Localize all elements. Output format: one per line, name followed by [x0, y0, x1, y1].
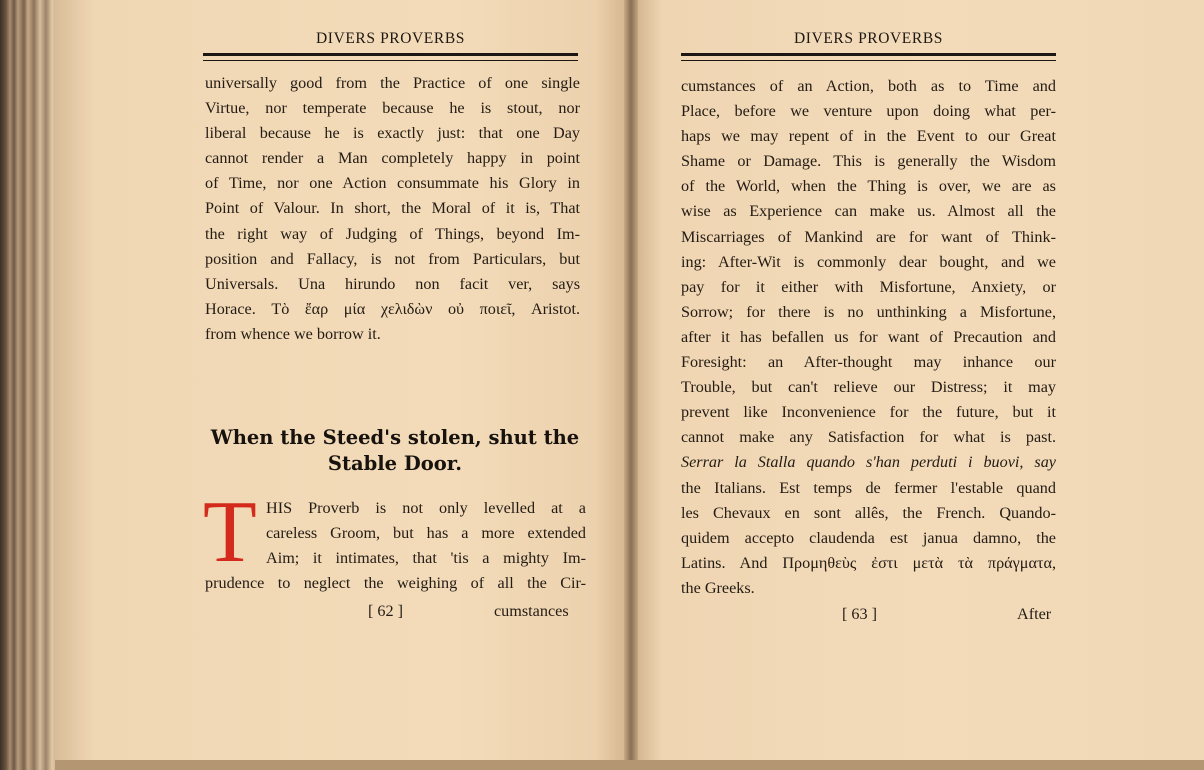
right-page-number: [ 63 ] — [842, 605, 878, 623]
right-line: the Greeks. — [681, 578, 755, 597]
left-line: from whence we borrow it. — [205, 324, 381, 343]
right-running-head: DIVERS PROVERBS — [794, 30, 943, 47]
left-line: Virtue, nor temperate because he is stout, nor — [205, 99, 580, 118]
right-line: wise as Experience can make us. Almost all the — [681, 202, 1056, 221]
right-line: ing: After-Wit is commonly dear bought, and we — [681, 252, 1056, 271]
proverb-heading — [200, 425, 590, 477]
right-line: haps we may repent of in the Event to our Great — [681, 127, 1056, 146]
right-line: pay for it either with Misfortune, Anxiety, or — [681, 277, 1056, 296]
right-line: of the World, when the Thing is over, we are as — [681, 177, 1056, 196]
right-line: prevent like Inconvenience for the future, but it — [681, 403, 1056, 422]
right-line: Serrar la Stalla quando s'han perduti i buovi, say — [681, 453, 1056, 472]
proverb-heading-line2: Stable Door. — [327, 452, 463, 475]
right-catchword: After — [1017, 605, 1052, 623]
left-line: liberal because he is exactly just: that one Day — [205, 124, 580, 143]
right-line: cannot make any Satisfaction for what is past. — [681, 428, 1056, 447]
right-line: Latins. And Προμηθεὺς ἐστι μετὰ τὰ πράγματα, — [681, 553, 1056, 572]
right-line: Sorrow; for there is no unthinking a Misfortune, — [681, 302, 1056, 321]
left-para2-line: careless Groom, but has a more extended — [266, 524, 586, 543]
left-line: position and Fallacy, is not from Particulars, but — [205, 249, 580, 268]
left-line: cannot render a Man completely happy in point — [205, 149, 580, 168]
right-line: Trouble, but can't relieve our Distress; it may — [681, 378, 1056, 397]
left-page-number: [ 62 ] — [368, 602, 404, 620]
left-line: of Time, nor one Action consummate his Glory in — [205, 174, 580, 193]
page-edges — [0, 0, 58, 770]
right-line: Miscarriages of Mankind are for want of Think- — [681, 227, 1056, 246]
left-head-rule — [203, 53, 578, 61]
right-line: Foresight: an After-thought may inhance our — [681, 353, 1056, 372]
right-line: Shame or Damage. This is generally the Wisdom — [681, 152, 1056, 171]
right-head-rule — [681, 53, 1056, 61]
right-body-text — [681, 74, 1056, 601]
left-line: Horace. Τὸ ἔαρ μία χελιδὼν οὐ ποιεῖ, Aristot. — [205, 299, 580, 318]
left-para2-full — [205, 571, 586, 596]
gutter — [624, 0, 638, 770]
right-line: after it has befallen us for want of Precaution and — [681, 327, 1056, 346]
right-line: Place, before we venture upon doing what per- — [681, 102, 1056, 121]
left-body-text — [205, 71, 580, 347]
left-catchword: cumstances — [494, 602, 569, 620]
left-para2-indented — [266, 496, 586, 571]
left-running-head: DIVERS PROVERBS — [316, 30, 465, 47]
right-line: les Chevaux en sont allês, the French. Quando- — [681, 503, 1056, 522]
right-line: cumstances of an Action, both as to Time and — [681, 77, 1056, 95]
left-para2-line: Aim; it intimates, that 'tis a mighty Im- — [266, 549, 586, 568]
drop-cap: T — [203, 484, 257, 581]
proverb-heading-line1: When the Steed's stolen, shut the — [210, 426, 580, 449]
left-para2-line: prudence to neglect the weighing of all the Cir- — [205, 574, 586, 592]
left-line: Point of Valour. In short, the Moral of it is, That — [205, 199, 580, 218]
left-line: universally good from the Practice of one single — [205, 74, 580, 92]
right-line: the Italians. Est temps de fermer l'estable quand — [681, 478, 1056, 497]
left-para2-line: HIS Proverb is not only levelled at a — [266, 499, 586, 517]
left-line: Universals. Una hirundo non facit ver, says — [205, 274, 580, 293]
bottom-edge — [55, 760, 1204, 770]
left-line: the right way of Judging of Things, beyond Im- — [205, 224, 580, 243]
right-line: quidem accepto claudenda est janua damno, the — [681, 528, 1056, 547]
